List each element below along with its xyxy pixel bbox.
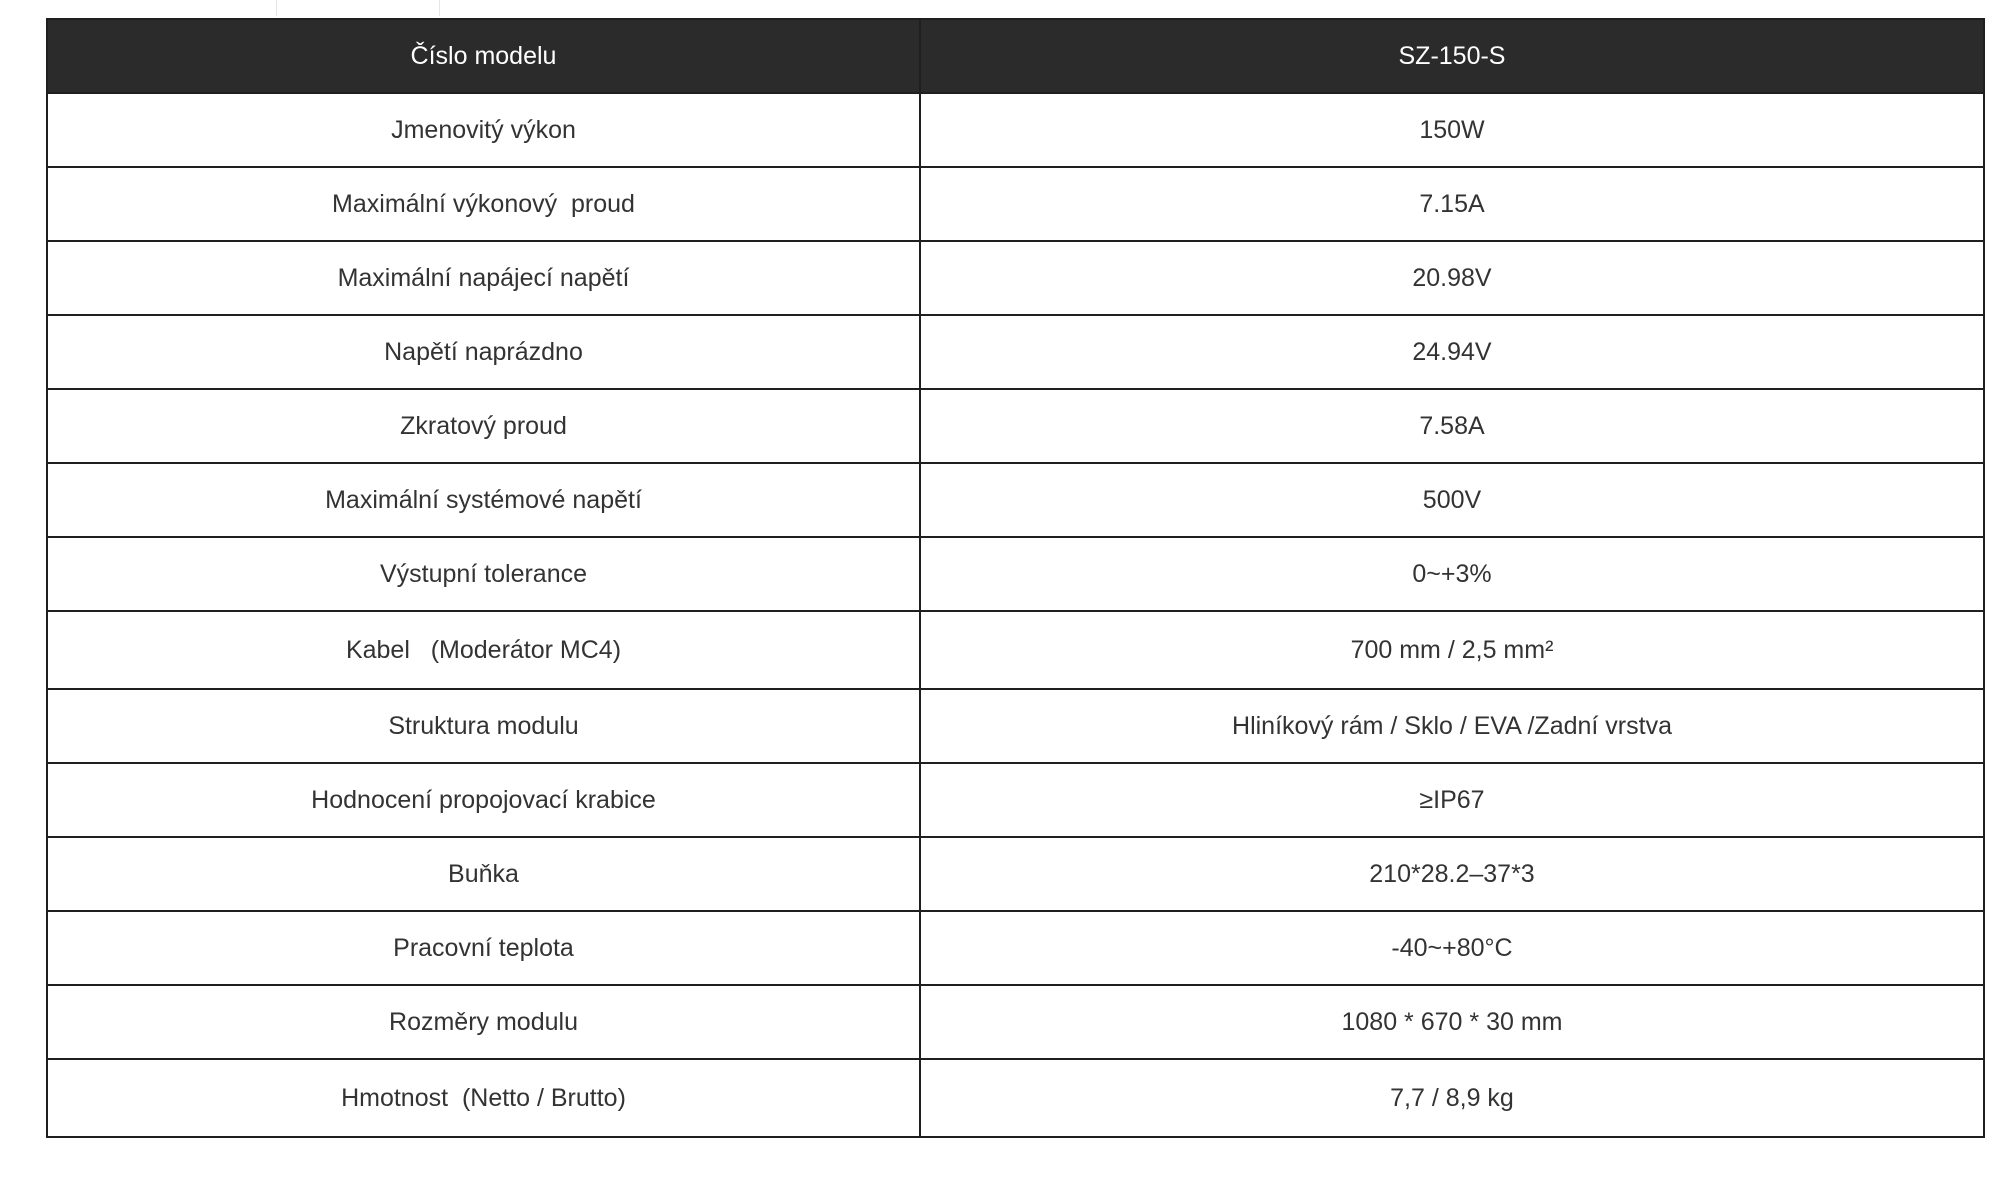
row-value: ≥IP67: [920, 763, 1984, 837]
row-label: Maximální systémové napětí: [47, 463, 920, 537]
table-row: [47, 241, 1984, 315]
top-tab-left: [0, 0, 277, 16]
row-value: 0~+3%: [920, 537, 1984, 611]
row-label: Kabel (Moderátor MC4): [47, 611, 920, 689]
table-row: [47, 837, 1984, 911]
table-row: [47, 911, 1984, 985]
row-value: 20.98V: [920, 241, 1984, 315]
row-value: 7.58A: [920, 389, 1984, 463]
row-value: 150W: [920, 93, 1984, 167]
row-value: 500V: [920, 463, 1984, 537]
table-row: [47, 93, 1984, 167]
table-row: [47, 1059, 1984, 1137]
table-row: [47, 689, 1984, 763]
row-label: Rozměry modulu: [47, 985, 920, 1059]
header-label-cell: Číslo modelu: [47, 19, 920, 93]
row-value: 1080 * 670 * 30 mm: [920, 985, 1984, 1059]
row-label: Struktura modulu: [47, 689, 920, 763]
row-label: Hodnocení propojovací krabice: [47, 763, 920, 837]
row-value: Hliníkový rám / Sklo / EVA /Zadní vrstva: [920, 689, 1984, 763]
table-row: [47, 463, 1984, 537]
row-label: Maximální výkonový proud: [47, 167, 920, 241]
row-value: 700 mm / 2,5 mm²: [920, 611, 1984, 689]
row-label: Napětí naprázdno: [47, 315, 920, 389]
table-row: [47, 537, 1984, 611]
row-label: Zkratový proud: [47, 389, 920, 463]
row-label: Výstupní tolerance: [47, 537, 920, 611]
row-value: 210*28.2–37*3: [920, 837, 1984, 911]
row-value: -40~+80°C: [920, 911, 1984, 985]
table-row: [47, 985, 1984, 1059]
table-row: [47, 763, 1984, 837]
row-label: Pracovní teplota: [47, 911, 920, 985]
row-label: Buňka: [47, 837, 920, 911]
table-header-row: [47, 19, 1984, 93]
row-value: 24.94V: [920, 315, 1984, 389]
table-row: [47, 315, 1984, 389]
row-label: Maximální napájecí napětí: [47, 241, 920, 315]
row-value: 7,7 / 8,9 kg: [920, 1059, 1984, 1137]
top-tab-strip: [0, 0, 2008, 18]
table-row: [47, 611, 1984, 689]
row-label: Jmenovitý výkon: [47, 93, 920, 167]
table-row: [47, 389, 1984, 463]
row-value: 7.15A: [920, 167, 1984, 241]
table-row: [47, 167, 1984, 241]
row-label: Hmotnost (Netto / Brutto): [47, 1059, 920, 1137]
top-tab-middle: [277, 0, 440, 16]
header-value-cell: SZ-150-S: [920, 19, 1984, 93]
specification-table: [46, 18, 1985, 1138]
